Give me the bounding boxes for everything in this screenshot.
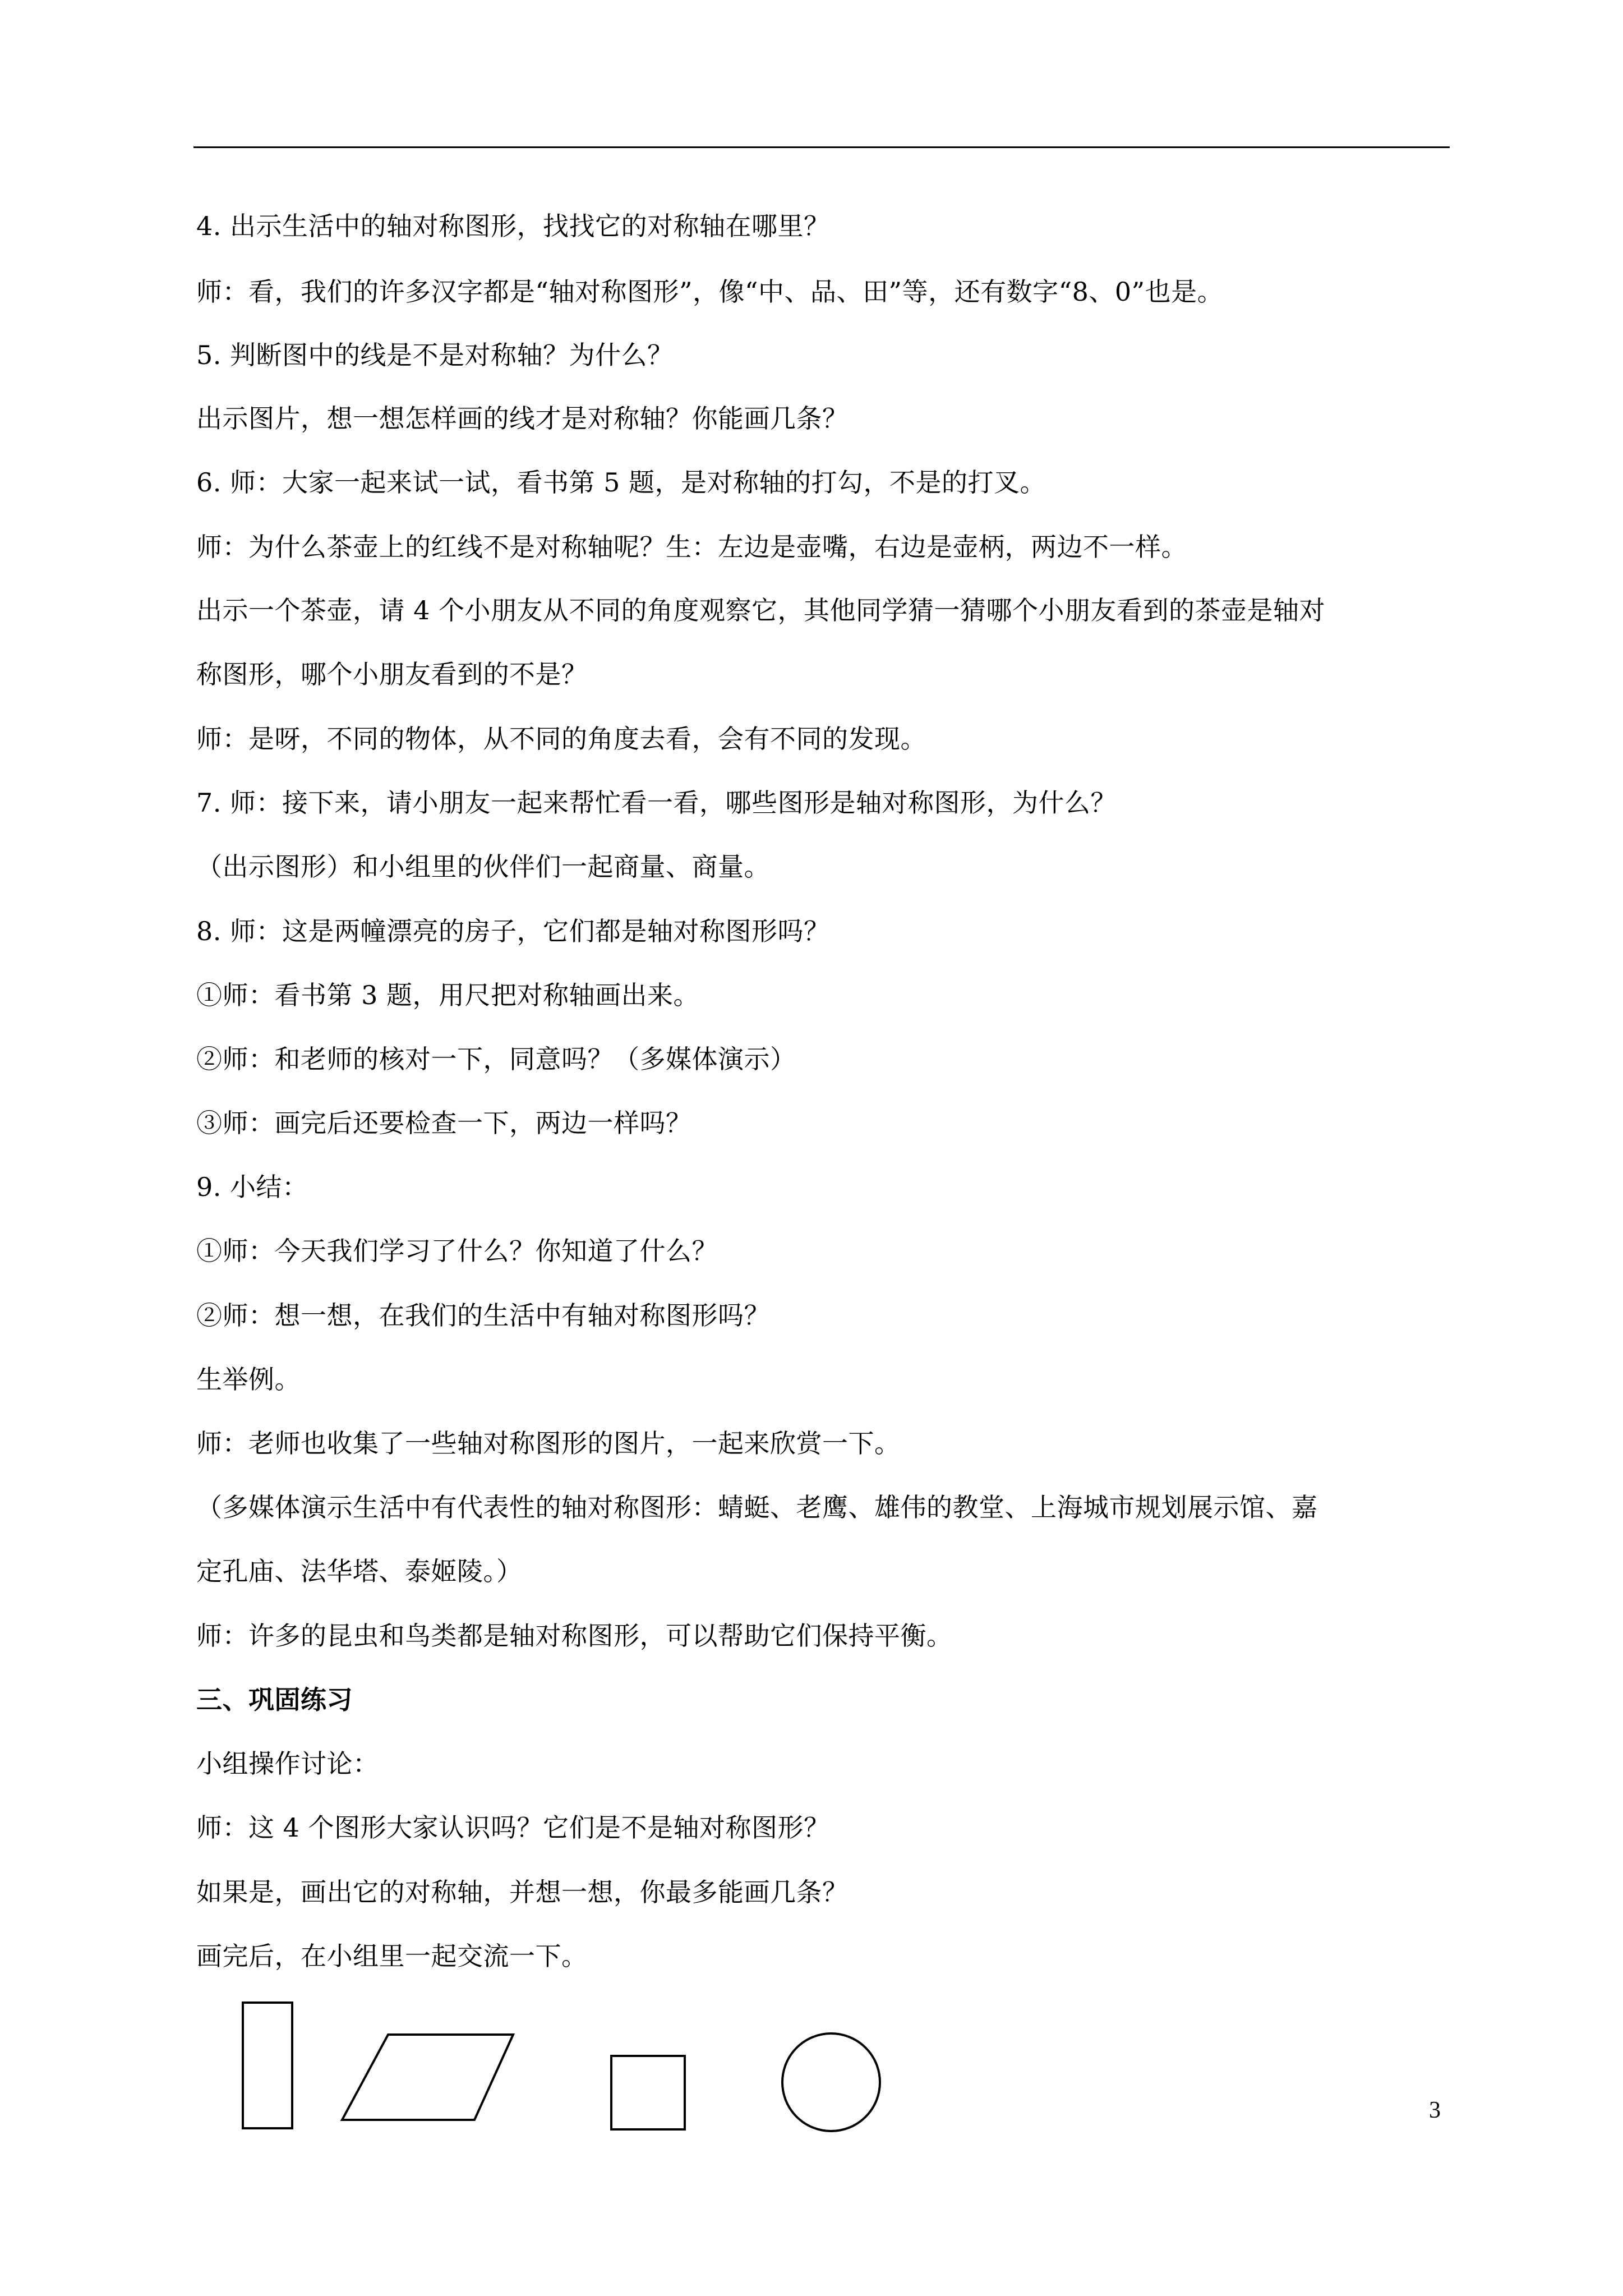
text-line: 师：看，我们的许多汉字都是“轴对称图形”，像“中、品、田”等，还有数字“8、0”也是。 <box>196 277 1224 307</box>
text-line: 8. 师：这是两幢漂亮的房子，它们都是轴对称图形吗？ <box>196 916 830 946</box>
text-line: 师：这 4 个图形大家认识吗？它们是不是轴对称图形？ <box>196 1812 830 1843</box>
text-line: ②师：和老师的核对一下，同意吗？（多媒体演示） <box>196 1044 796 1074</box>
square-shape <box>611 2056 685 2129</box>
text-line: 师：老师也收集了一些轴对称图形的图片，一起来欣赏一下。 <box>196 1428 901 1458</box>
text-line: （多媒体演示生活中有代表性的轴对称图形：蜻蜓、老鹰、雄伟的教堂、上海城市规划展示馆、嘉 <box>196 1492 1318 1522</box>
text-line: ②师：想一想，在我们的生活中有轴对称图形吗？ <box>196 1300 770 1331</box>
text-line: 7. 师：接下来，请小朋友一起来帮忙看一看，哪些图形是轴对称图形，为什么？ <box>196 788 1117 818</box>
text-line: 出示一个茶壶，请 4 个小朋友从不同的角度观察它，其他同学猜一猜哪个小朋友看到的茶壶是轴对 <box>196 595 1326 625</box>
text-line: 生举例。 <box>196 1364 301 1395</box>
text-line: 师：是呀，不同的物体，从不同的角度去看，会有不同的发现。 <box>196 724 926 754</box>
page-number: 3 <box>1429 2097 1441 2123</box>
text-line: 如果是，画出它的对称轴，并想一想，你最多能画几条？ <box>196 1877 849 1907</box>
text-line: 称图形，哪个小朋友看到的不是？ <box>196 659 588 689</box>
text-line: ③师：画完后还要检查一下，两边一样吗？ <box>196 1108 692 1138</box>
text-line: 9. 小结： <box>196 1172 308 1202</box>
text-line: （出示图形）和小组里的伙伴们一起商量、商量。 <box>196 852 770 882</box>
text-line: 5. 判断图中的线是不是对称轴？为什么？ <box>196 340 674 370</box>
parallelogram-shape <box>342 2035 513 2120</box>
text-line: ①师：今天我们学习了什么？你知道了什么？ <box>196 1236 718 1266</box>
text-line: 画完后，在小组里一起交流一下。 <box>196 1941 588 1971</box>
text-line: 小组操作讨论： <box>196 1749 379 1779</box>
text-line: 出示图片，想一想怎样画的线才是对称轴？你能画几条？ <box>196 403 849 434</box>
text-line: 定孔庙、法华塔、泰姬陵。） <box>196 1556 523 1586</box>
text-line: 师：为什么茶壶上的红线不是对称轴呢？生：左边是壶嘴，右边是壶柄，两边不一样。 <box>196 532 1187 562</box>
rectangle-shape <box>243 2003 292 2128</box>
text-line: 6. 师：大家一起来试一试，看书第 5 题，是对称轴的打勾，不是的打叉。 <box>196 467 1046 498</box>
text-line: 4. 出示生活中的轴对称图形，找找它的对称轴在哪里？ <box>196 211 830 241</box>
circle-shape <box>782 2033 880 2131</box>
text-line: ①师：看书第 3 题，用尺把对称轴画出来。 <box>196 980 700 1010</box>
text-line: 师：许多的昆虫和鸟类都是轴对称图形，可以帮助它们保持平衡。 <box>196 1621 953 1651</box>
section-heading: 三、巩固练习 <box>196 1685 353 1715</box>
